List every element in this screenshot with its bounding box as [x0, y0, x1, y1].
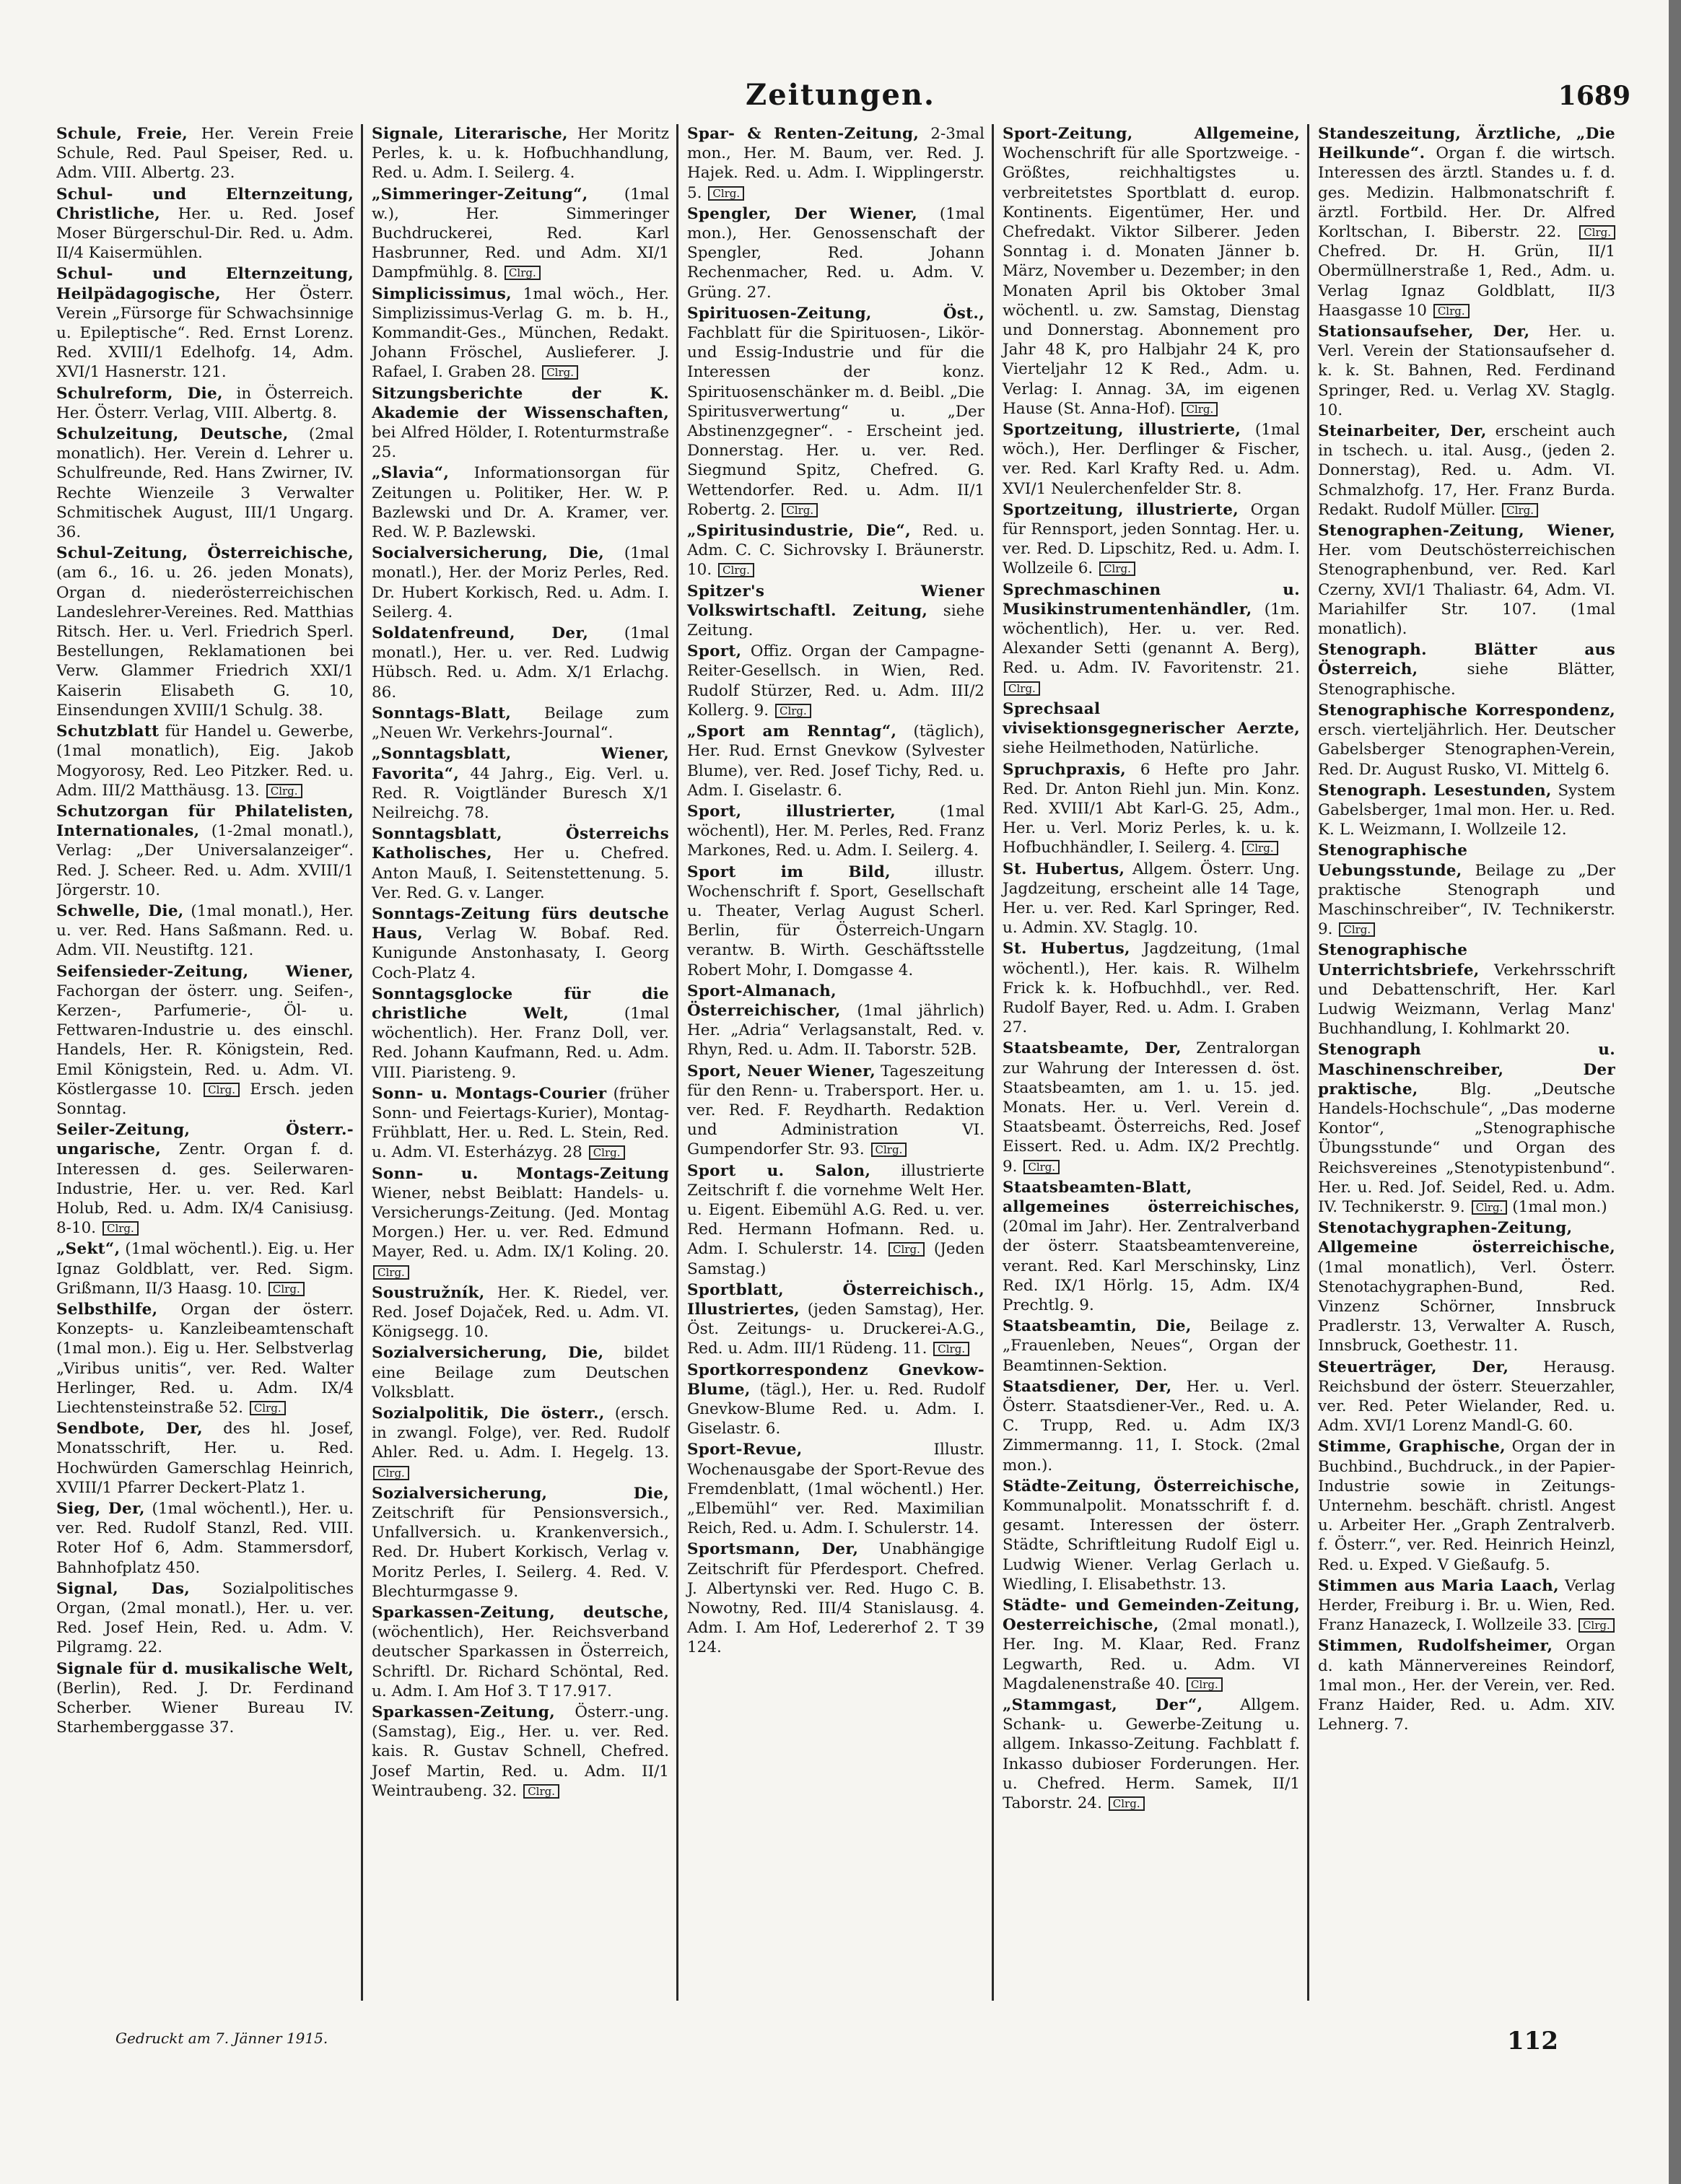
entry-headword: Schutzblatt — [56, 722, 160, 741]
entry-details: (1mal monatlich), Verl. Österr. Stenotachygraphen-Bund, Red. Vinzenz Schörner, Innsbruck Pradlerstr. 13, Verwalter A. Rusch, Innsbruck, Goethestr. 11. — [1318, 1258, 1615, 1355]
telephone-badge: Clrg. — [373, 1265, 409, 1280]
entry-headword: Sportkorrespondenz Gnevkow-Blume, — [687, 1360, 984, 1399]
entry-details-tail: (Jeden Samstag.) — [687, 1240, 984, 1278]
entry-headword: Sieg, Der, — [56, 1500, 145, 1519]
directory-entry — [56, 543, 354, 720]
telephone-badge: Clrg. — [1023, 1160, 1060, 1174]
directory-entry — [56, 424, 354, 542]
entry-details: Her u. Chefred. Anton Mauß, I. Seitenstettenung. 5. Ver. Red. G. v. Langer. — [372, 844, 669, 902]
entry-headword: Sparkassen-Zeitung, deutsche, — [372, 1604, 669, 1622]
entry-headword: Stenographen-Zeitung, Wiener, — [1318, 522, 1615, 541]
entry-details: 1mal wöch., Her. Simplizissimus-Verlag G. m. b. H., Kommandit-Ges., München, Redakt. Johann Fröschel, Auslieferer. J. Rafael, I. Graben 28. — [372, 284, 669, 382]
entry-headword: Sozialversicherung, Die, — [372, 1484, 669, 1503]
directory-entry — [56, 1419, 354, 1498]
entry-headword: Sprechsaal vivisektionsgegnerischer Aerzte, — [1003, 699, 1300, 738]
directory-entry — [56, 1120, 354, 1238]
directory-entry — [687, 1161, 984, 1279]
telephone-badge: Clrg. — [1502, 503, 1538, 517]
column-2 — [361, 124, 676, 2001]
entry-details: Verlag Herder, Freiburg i. Br. u. Wien, Red. Franz Hanazeck, I. Wollzeile 33. — [1318, 1576, 1615, 1635]
telephone-badge: Clrg. — [782, 503, 818, 517]
entry-headword: Städte-Zeitung, Österreichische, — [1003, 1477, 1300, 1495]
entry-details: (2mal monatl.), Her. Ing. M. Klaar, Red. Franz Legwarth, Red. u. Adm. VI Magdalenenstraße 40. — [1003, 1616, 1300, 1693]
directory-entry — [56, 1239, 354, 1298]
telephone-badge: Clrg. — [1242, 841, 1278, 855]
entry-headword: Stationsaufseher, Der, — [1318, 323, 1530, 341]
entry-details: siehe Zeitung. — [687, 601, 984, 640]
entry-headword: Sport, — [687, 642, 742, 661]
entry-details: bei Alfred Hölder, I. Rotenturmstraße 25. — [372, 424, 669, 462]
directory-entry — [687, 582, 984, 641]
directory-entry — [372, 824, 669, 903]
entry-details: (früher Sonn- und Feiertags-Kurier), Montag-Frühblatt, Her. u. Red. L. Stein, Red. u. Adm. VI. Esterházyg. 28 — [372, 1084, 669, 1162]
entry-headword: Sendbote, Der, — [56, 1420, 203, 1438]
entry-details: bildet eine Beilage zum Deutschen Volksblatt. — [372, 1344, 669, 1402]
entry-details: Illustr. Wochenausgabe der Sport-Revue des Fremdenblatt, (1mal wöchentl.) Her. „Elbemühl“ ver. Red. Maximilian Reich, Red. u. Adm. I. Schulerstr. 14. — [687, 1441, 984, 1538]
entry-headword: Seiler-Zeitung, Österr.-ungarische, — [56, 1121, 354, 1159]
directory-entry — [687, 304, 984, 520]
directory-entry — [1318, 1358, 1615, 1436]
entry-details: Wochenschrift für alle Sportzweige. -Größtes, reichhaltigstes u. verbreitetstes Sportblatt d. europ. Kontinents. Eigentümer, Her. und Chefredakt. Viktor Silberer. Jeden Sonntag i. d. Monaten Jänner b. März, November u. Dezember; in den Monaten April bis Oktober 3mal wöchentl. u. zw. Samstag, Dienstag und Donnerstag. Abonnement pro Jahr 48 K, pro Halbjahr 24 K, pro Vierteljahr 12 K Red., Adm. u. Verlag: I. Annag. 3A, im eigenen Hause (St. Anna-Hof). — [1003, 144, 1300, 418]
entry-details: (wöchentlich), Her. Reichsverband deutscher Sparkassen in Österreich, Schriftl. Dr. Richard Schöntal, Red. u. Adm. I. Am Hof 3. T 17.917. — [372, 1623, 669, 1700]
entry-headword: Sport im Bild, — [687, 862, 891, 881]
entry-details: Her Moritz Perles, k. u. k. Hofbuchhandlung, Red. u. Adm. I. Seilerg. 4. — [372, 125, 669, 183]
telephone-badge: Clrg. — [250, 1401, 286, 1415]
telephone-badge: Clrg. — [1579, 1618, 1615, 1633]
directory-entry — [1318, 421, 1615, 520]
directory-entry — [56, 1659, 354, 1738]
entry-headword: Sozialversicherung, Die, — [372, 1344, 604, 1363]
entry-details: Zentralorgan zur Wahrung der Interessen d. öst. Staatsbeamten, am 1. u. 15. jed. Monats. Her. u. Verl. Verein d. Staatsbeamt. Österreichs, Red. Josef Eissert. Red. u. Adm. IX/2 Prechtlg. 9. — [1003, 1039, 1300, 1176]
directory-entry — [56, 264, 354, 382]
column-3 — [676, 124, 992, 2001]
entry-details: (1mal monatl.), Her. u. ver. Red. Hans Saßmann. Red. u. Adm. VII. Neustiftg. 121. — [56, 901, 354, 960]
telephone-badge: Clrg. — [1579, 225, 1615, 240]
entry-details: Red. u. Adm. C. C. Sichrovsky I. Bräunerstr. 10. — [687, 522, 984, 580]
entry-details: (1mal wöchentlich). Her. Franz Doll, ver. Red. Johann Kaufmann, Red. u. Adm. VIII. Piaristeng. 9. — [372, 1004, 669, 1082]
entry-headword: „Stammgast, Der“, — [1003, 1696, 1203, 1715]
directory-entry — [1318, 1576, 1615, 1635]
telephone-badge: Clrg. — [1187, 1677, 1223, 1692]
directory-entry — [372, 284, 669, 383]
entry-headword: Stenographische Uebungsstunde, — [1318, 842, 1468, 880]
telephone-badge: Clrg. — [1339, 922, 1375, 937]
entry-details: Her Österr. Verein „Fürsorge für Schwachsinnige u. Epileptische“. Red. Ernst Lorenz. Red. XVIII/1 Edelhofg. 14, Adm. XVI/1 Hasnerstr. 121. — [56, 284, 354, 382]
entry-details: Unabhängige Zeitschrift für Pferdesport. Chefred. J. Albertynski ver. Red. Hugo C. B. Nowotny, Red. III/4 Stanislausg. 4. Adm. I. Am Hof, Ledererhof 2. T 39 124. — [687, 1540, 984, 1657]
entry-details: (tägl.), Her. u. Red. Rudolf Gnevkow-Blume Red. u. Adm. I. Giselastr. 6. — [687, 1380, 984, 1438]
entry-details: Her. vom Deutschösterreichischen Stenographenbund, ver. Red. Karl Czerny, XVI/1 Thaliastr. 64, Adm. VI. Mariahilfer Str. 107. (1mal monatlich). — [1318, 541, 1615, 639]
directory-entry — [687, 1360, 984, 1439]
entry-details: System Gabelsberger, 1mal mon. Her. u. Red. K. L. Weizmann, I. Wollzeile 12. — [1318, 781, 1615, 839]
directory-entry — [56, 802, 354, 900]
column-1 — [56, 124, 361, 2001]
directory-entry — [372, 463, 669, 542]
column-5 — [1307, 124, 1623, 2001]
entry-details-tail: Chefred. Dr. H. Grün, II/1 Obermüllnerstraße 1, Red., Adm. u. Verlag Ignaz Goldblatt, II/3 Haasgasse 10 — [1318, 243, 1615, 320]
directory-entry — [1003, 1316, 1300, 1376]
directory-entry — [56, 1300, 354, 1418]
entry-headword: Stenographische Korrespondenz, — [1318, 701, 1615, 720]
entry-details: (1mal wöchentl.), Her. u. ver. Red. Rudolf Stanzl, Red. VIII. Roter Hof 6, Adm. Stammersdorf, Bahnhofplatz 450. — [56, 1500, 354, 1577]
entry-headword: Seifensieder-Zeitung, Wiener, — [56, 962, 354, 981]
telephone-badge: Clrg. — [933, 1342, 969, 1356]
entry-headword: Sonntags-Zeitung fürs deutsche Haus, — [372, 904, 669, 943]
entry-details: Sozialpolitisches Organ, (2mal monatl.), Her. u. ver. Red. Josef Hein, Red. u. Adm. V. Pilgramg. 22. — [56, 1579, 354, 1657]
directory-entry — [56, 1499, 354, 1578]
entry-headword: Sonn- u. Montags-Courier — [372, 1084, 607, 1103]
entry-headword: Signale, Literarische, — [372, 125, 568, 143]
directory-entry — [372, 1703, 669, 1801]
entry-details: Organ f. die wirtsch. Interessen des ärztl. Standes u. f. d. ges. Medizin. Halbmonatschrift f. ärztl. Fortbild. Her. Dr. Alfred Korltschan, I. Biberstr. 22. — [1318, 144, 1615, 242]
entry-headword: Stimme, Graphische, — [1318, 1438, 1506, 1456]
entry-details: Beilage zum „Neuen Wr. Verkehrs-Journal“. — [372, 704, 669, 743]
entry-headword: Spar- & Renten-Zeitung, — [687, 125, 920, 143]
entry-details: erscheint auch in tschech. u. ital. Ausg., (jeden 2. Donnerstag), Red. u. Adm. VI. Schmalzhofg. 17, Her. Franz Burda. Redakt. Rudolf Müller. — [1318, 422, 1615, 519]
telephone-badge: Clrg. — [523, 1784, 559, 1799]
entry-headword: Soldatenfreund, Der, — [372, 624, 589, 643]
telephone-badge: Clrg. — [871, 1143, 907, 1157]
directory-entry — [372, 1404, 669, 1482]
entry-headword: Stenotachygraphen-Zeitung, Allgemeine österreichische, — [1318, 1219, 1615, 1257]
directory-entry — [372, 1084, 669, 1163]
entry-details: Beilage z. „Frauenleben, Neues“, Organ der Beamtinnen-Sektion. — [1003, 1317, 1300, 1375]
telephone-badge: Clrg. — [1004, 681, 1040, 696]
telephone-badge: Clrg. — [775, 704, 811, 718]
entry-headword: Sportsmann, Der, — [687, 1540, 859, 1559]
telephone-badge: Clrg. — [1182, 402, 1218, 416]
directory-entry — [1318, 1437, 1615, 1574]
telephone-badge: Clrg. — [204, 1083, 240, 1097]
directory-entry — [1003, 760, 1300, 858]
entry-details: (ersch. in zwangl. Folge), ver. Red. Rudolf Ahler. Red. u. Adm. I. Hegelg. 13. — [372, 1405, 669, 1462]
entry-details: (1mal wöch.), Her. Derflinger & Fischer, ver. Red. Karl Krafty Red. u. Adm. XVI/1 Neulerchenfelder Str. 8. — [1003, 421, 1301, 498]
directory-entry — [687, 521, 984, 580]
entry-headword: Sport, Neuer Wiener, — [687, 1062, 876, 1080]
entry-headword: Sonntagsblatt, Österreichs Katholisches, — [372, 825, 669, 863]
entry-details: Organ der österr. Konzepts- u. Kanzleibeamtenschaft (1mal mon.). Eig u. Her. Selbstverlag „Viribus unitis“, ver. Red. Walter Herlinger, Red. u. Adm. IX/4 Liechtensteinstraße 52. — [56, 1300, 354, 1417]
entry-details: (1mal wöchentl), Her. M. Perles, Red. Franz Markones, Red. u. Adm. I. Seilerg. 4. — [687, 802, 984, 860]
directory-entry — [56, 185, 354, 263]
entry-details: Wiener, nebst Beiblatt: Handels- u. Versicherungs-Zeitung. (Jed. Montag Morgen.) Her. u. ver. Red. Edmund Mayer, Red. u. Adm. IX/1 Koling. 20. — [372, 1184, 669, 1262]
entry-details: (1-2mal monatl.), Verlag: „Der Universalanzeiger“. Red. J. Scheer. Red. u. Adm. XVIII/1 Jörgerstr. 10. — [56, 822, 354, 899]
directory-entry — [1318, 124, 1615, 320]
entry-details: (täglich), Her. Rud. Ernst Gnevkow (Sylvester Blume), ver. Red. Josef Tichy, Red. u. Adm. I. Giselastr. 6. — [687, 722, 985, 800]
entry-details: Jagdzeitung, (1mal wöchentl.), Her. kais. R. Wilhelm Frick k. k. Hofbuchhdl., ver. Red. Rudolf Bayer, Red. u. Adm. I. Graben 27. — [1003, 940, 1300, 1037]
entry-headword: Staatsbeamtin, Die, — [1003, 1317, 1192, 1336]
entry-details: illustr. Wochenschrift f. Sport, Gesellschaft u. Theater, Verlag August Scherl. Berlin, für Österreich-Ungarn verantw. B. Wirth. Geschäftsstelle Robert Mohr, I. Domgasse 4. — [687, 862, 984, 979]
print-date: Gedruckt am 7. Jänner 1915. — [115, 2030, 328, 2047]
directory-entry — [372, 904, 669, 983]
entry-headword: Schutzorgan für Philatelisten, Internationales, — [56, 802, 354, 841]
entry-details: (2mal monatlich). Her. Verein d. Lehrer u. Schulfreunde, Red. Hans Zwirner, IV. Rechte Wienzeile 3 Verwalter Schmitischek August, III/1 Ungarg. 36. — [56, 425, 354, 542]
entry-details: (jeden Samstag), Her. Öst. Zeitungs- u. Druckerei-A.G., Red. u. Adm. III/1 Rüdeng. 11. — [687, 1300, 984, 1358]
directory-entry — [56, 901, 354, 961]
entry-details: Her. u. Verl. Verein der Stationsaufseher d. k. k. St. Bahnen, Red. Ferdinand Springer, Red. u. Verlag XV. Staglg. 10. — [1318, 323, 1615, 419]
entry-headword: „Sekt“, — [56, 1240, 121, 1259]
entry-details: Fachorgan der österr. ung. Seifen-, Kerzen-, Parfumerie-, Öl- u. Fettwaren-Industrie u. des einschl. Handels, Her. R. Königstein, Red. Emil Königstein, Red. u. Adm. VI. Köstlergasse 10. — [56, 982, 354, 1098]
entry-details: Fachblatt für die Spirituosen-, Likör- und Essig-Industrie und für die Interessen der konz. Spirituosenschänker m. d. Beibl. „Die Spiritusverwertung“ u. „Der Abstinenzgegner“. - Erscheint jed. Donnerstag. Her. u. ver. Red. Siegmund Spitz, Chefred. G. Wettendorfer. Red. u. Adm. II/1 Robertg. 2. — [687, 324, 984, 519]
entry-headword: Staatsdiener, Der, — [1003, 1377, 1172, 1396]
entry-details: ersch. vierteljährlich. Her. Deutscher Gabelsberger Stenographen-Verein, Red. Dr. August Rusko, VI. Mittelg 6. — [1318, 721, 1615, 779]
entry-headword: „Spiritusindustrie, Die“, — [687, 522, 911, 541]
entry-details: 6 Hefte pro Jahr. Red. Dr. Anton Riehl jun. Min. Konz. Red. XVIII/1 Abt Karl-G. 25, Adm., Her. u. Verl. Moriz Perles, k. u. k. Hofbuchhändler, I. Seilerg. 4. — [1003, 760, 1300, 857]
entry-headword: Schul- und Elternzeitung, Christliche, — [56, 185, 354, 223]
directory-entry — [687, 862, 984, 980]
directory-entry — [1003, 699, 1300, 759]
entry-headword: „Simmeringer-Zeitung“, — [372, 185, 588, 204]
entry-headword: Signal, Das, — [56, 1579, 191, 1598]
entry-headword: Selbsthilfe, — [56, 1300, 158, 1319]
entry-headword: „Slavia“, — [372, 464, 450, 483]
directory-entry — [687, 642, 984, 720]
directory-entry — [1318, 322, 1615, 420]
entry-details: (1mal mon.), Her. Genossenschaft der Spengler, Red. Johann Rechenmacher, Red. u. Adm. V. Grüng. 27. — [687, 204, 985, 302]
directory-entry — [1318, 701, 1615, 779]
entry-headword: Schwelle, Die, — [56, 901, 184, 920]
entry-headword: St. Hubertus, — [1003, 940, 1130, 958]
entry-headword: Sportzeitung, illustrierte, — [1003, 500, 1239, 519]
directory-entry — [372, 1283, 669, 1342]
directory-entry — [56, 124, 354, 183]
directory-entry — [687, 1062, 984, 1160]
entry-headword: Stenograph. Blätter aus Österreich, — [1318, 641, 1615, 679]
entry-details: Organ für Rennsport, jeden Sonntag. Her. u. ver. Red. D. Lipschitz, Red. u. Adm. I. Wollzeile 6. — [1003, 500, 1301, 578]
directory-entry — [372, 984, 669, 1083]
telephone-badge: Clrg. — [718, 563, 754, 577]
entry-details: Allgem. Schank- u. Gewerbe-Zeitung u. allgem. Inkasso-Zeitung. Fachblatt f. Inkasso dubioser Forderungen. Her. u. Chefred. Herm. Samek, II/1 Taborstr. 24. — [1003, 1696, 1300, 1813]
entry-details: Herausg. Reichsbund der österr. Steuerzahler, ver. Red. Peter Wielander, Red. u. Adm. XVI/1 Lorenz Mandl-G. 60. — [1318, 1358, 1615, 1436]
entry-headword: Spitzer's Wiener Volkswirtschaftl. Zeitung, — [687, 582, 984, 620]
entry-details: 44 Jahrg., Eig. Verl. u. Red. R. Voigtländer Buresch X/1 Neilreichg. 78. — [372, 764, 669, 822]
directory-entry — [1318, 841, 1615, 939]
entry-details: in Österreich. Her. Österr. Verlag, VIII. Albertg. 8. — [56, 384, 354, 422]
entry-details: Zentr. Organ f. d. Interessen d. ges. Seilerwaren-Industrie, Her. u. ver. Red. Karl Holub, Red. u. Adm. IX/4 Canisiusg. 8-10. — [56, 1140, 354, 1238]
entry-headword: Soustružník, — [372, 1283, 485, 1302]
entry-headword: Stenograph u. Maschinenschreiber, Der praktische, — [1318, 1041, 1615, 1098]
entry-headword: Schul-Zeitung, Österreichische, — [56, 544, 354, 563]
entry-details: Beilage zu „Der praktische Stenograph und Maschinschreiber“, IV. Technikerstr. 9. — [1318, 861, 1615, 939]
entry-headword: Spirituosen-Zeitung, Öst., — [687, 304, 984, 323]
entry-details: Blg. „Deutsche Handels-Hochschule“, „Das moderne Kontor“, „Stenographische Übungsstunde“ und Organ des Reichsvereines „Stenotypistenbund“. Her. u. Red. Jof. Seidel, Red. u. Adm. IV. Technikerstr. 9. — [1318, 1080, 1615, 1216]
directory-entry — [1318, 1636, 1615, 1734]
entry-headword: Socialversicherung, Die, — [372, 544, 605, 563]
directory-entry — [687, 124, 984, 203]
telephone-badge: Clrg. — [102, 1221, 139, 1236]
entry-headword: Steinarbeiter, Der, — [1318, 422, 1487, 441]
entry-details: Tageszeitung für den Renn- u. Trabersport. Her. u. ver. Red. F. Reydharth. Redaktion und Administration VI. Gumpendorfer Str. 93. — [687, 1062, 984, 1159]
entry-headword: Sport-Revue, — [687, 1441, 803, 1459]
telephone-badge: Clrg. — [266, 784, 302, 798]
entry-details: (1mal monatl.), Her. u. ver. Red. Ludwig Hübsch. Red. u. Adm. X/1 Erlachg. 86. — [372, 624, 669, 702]
telephone-badge: Clrg. — [1099, 562, 1135, 576]
telephone-badge: Clrg. — [542, 365, 578, 380]
directory-columns — [56, 124, 1623, 2001]
entry-headword: Schulzeitung, Deutsche, — [56, 425, 289, 444]
entry-details: Her. K. Riedel, ver. Red. Josef Dojaček, Red. u. Adm. VI. Königsegg. 10. — [372, 1283, 669, 1342]
entry-details: Organ der in Buchbind., Buchdruck., in der Papier-Industrie sowie in Zeitungs-Unternehm. beschäft. christl. Angest u. Arbeiter Her. „Graph Zentralverb. f. Österr.“, ver. Red. Heinrich Heinzl, Red. u. Exped. V Gießaufg. 5. — [1318, 1438, 1615, 1574]
directory-entry — [372, 124, 669, 183]
directory-entry — [687, 722, 984, 800]
entry-headword: „Sonntagsblatt, Wiener, Favorita“, — [372, 745, 669, 783]
entry-details: (1mal monatl.), Her. der Moriz Perles, Red. Dr. Hubert Korkisch, Red. u. Adm. I. Seilerg. 4. — [372, 544, 669, 621]
directory-entry — [372, 624, 669, 702]
entry-details: Zeitschrift für Pensionsversich., Unfallversich. u. Krankenversich., Red. Dr. Hubert Korkisch, Verlag v. Moritz Perles, I. Seilerg. 4. Red. V. Blechturmgasse 9. — [372, 1504, 669, 1601]
directory-entry — [372, 1164, 669, 1282]
directory-entry — [372, 1484, 669, 1602]
entry-headword: Städte- und Gemeinden-Zeitung, Oesterreichische, — [1003, 1596, 1300, 1635]
entry-details: (Berlin), Red. J. Dr. Ferdinand Scherber. Wiener Bureau IV. Starhemberggasse 37. — [56, 1679, 354, 1737]
directory-entry — [1318, 1040, 1615, 1217]
directory-entry — [1003, 939, 1300, 1037]
entry-details: (1m. wöchentlich), Her. u. ver. Red. Alexander Setti (genannt A. Berg), Red. u. Adm. IV. Favoritenstr. 21. — [1003, 600, 1300, 678]
entry-headword: Sportblatt, Österreichisch., Illustriertes, — [687, 1280, 984, 1319]
telephone-badge: Clrg. — [1472, 1200, 1508, 1215]
directory-entry — [1003, 500, 1300, 579]
entry-headword: Staatsbeamte, Der, — [1003, 1039, 1182, 1058]
entry-headword: „Sport am Renntag“, — [687, 722, 897, 741]
directory-entry — [1003, 1039, 1300, 1176]
telephone-badge: Clrg. — [268, 1282, 305, 1296]
directory-entry — [56, 384, 354, 423]
entry-details: des hl. Josef, Monatsschrift, Her. u. Red. Hochwürden Gamerschlag Heinrich, XVIII/1 Pfarrer Deckert-Platz 1. — [56, 1420, 354, 1497]
entry-details: Informationsorgan für Zeitungen u. Politiker, Her. W. P. Bazlewski und Dr. A. Kramer, ver. Red. W. P. Bazlewski. — [372, 464, 669, 542]
entry-headword: Stenographische Unterrichtsbriefe, — [1318, 941, 1480, 979]
entry-headword: Stimmen aus Maria Laach, — [1318, 1576, 1559, 1595]
directory-entry — [1003, 1477, 1300, 1594]
directory-entry — [372, 384, 669, 463]
telephone-badge: Clrg. — [1433, 304, 1470, 318]
entry-details: Österr.-ung. (Samstag), Eig., Her. u. ver. Red. kais. R. Gustav Schnell, Chefred. Josef Martin, Red. u. Adm. II/1 Weintraubeng. 32. — [372, 1703, 669, 1800]
entry-headword: Sprechmaschinen u. Musikinstrumentenhändler, — [1003, 580, 1300, 619]
entry-headword: Spruchpraxis, — [1003, 760, 1127, 779]
directory-entry — [687, 802, 984, 861]
entry-details: Her. u. Verl. Österr. Staatsdiener-Ver., Red. u. A. C. Trupp, Red. u. Adm IX/3 Zimmermanng. 11, I. Stock. (2mal mon.). — [1003, 1377, 1300, 1475]
entry-headword: Stimmen, Rudolfsheimer, — [1318, 1637, 1553, 1656]
entry-headword: Spengler, Der Wiener, — [687, 204, 918, 223]
entry-details: Allgem. Österr. Ung. Jagdzeitung, erscheint alle 14 Tage, Her. u. ver. Red. Karl Springer, Red. u. Admin. XV. Staglg. 10. — [1003, 860, 1300, 938]
entry-details: (1mal jährlich) Her. „Adria“ Verlagsanstalt, Red. v. Rhyn, Red. u. Adm. II. Taborstr. 52B. — [687, 1001, 984, 1060]
directory-entry — [687, 204, 984, 302]
entry-details: (20mal im Jahr). Her. Zentralverband der österr. Staatsbeamtenvereine, verant. Red. Karl Merschinsky, Linz Red. IX/1 Hörlg. 15, Adm. IX/4 Prechtlg. 9. — [1003, 1218, 1300, 1314]
entry-details: Her. u. Red. Josef Moser Bürgerschul-Dir. Red. u. Adm. II/4 Kaisermühlen. — [56, 204, 354, 263]
directory-entry — [1318, 640, 1615, 699]
page-title: Zeitungen. — [746, 78, 935, 112]
entry-details: 2-3mal mon., Her. M. Baum, ver. Red. J. Hajek. Red. u. Adm. I. Wipplingerstr. 5. — [687, 125, 984, 202]
directory-entry — [56, 1579, 354, 1658]
entry-details: siehe Blätter, Stenographische. — [1318, 660, 1615, 699]
directory-entry — [1003, 580, 1300, 698]
directory-entry — [1003, 124, 1300, 419]
entry-details-tail: (1mal mon.) — [1507, 1197, 1607, 1216]
entry-details: Kommunalpolit. Monatsschrift f. d. gesamt. Interessen der österr. Städte, Schriftleitung Rudolf Eigl u. Ludwig Wiener. Verlag Gerlach u. Wiedling, I. Elisabethstr. 13. — [1003, 1497, 1300, 1594]
entry-details: (am 6., 16. u. 26. jeden Monats), Organ d. niederösterreichischen Landeslehrer-Vereines. Red. Matthias Ritsch. Her. u. Verl. Friedrich Sperl. Bestellungen, Reklamationen bei Verw. Glammer Friedrich XXI/1 Kaiserin Elisabeth G. 10, Einsendungen XVIII/1 Schulg. 38. — [56, 564, 354, 720]
entry-headword: Schul- und Elternzeitung, Heilpädagogische, — [56, 265, 354, 303]
directory-entry — [687, 1280, 984, 1359]
entry-details: Verkehrsschrift und Debattenschrift, Her. Karl Ludwig Weizmann, Verlag Manz' Buchhandlung, I. Kohlmarkt 20. — [1318, 961, 1615, 1039]
directory-entry — [372, 704, 669, 743]
entry-headword: Signale für d. musikalische Welt, — [56, 1659, 354, 1678]
directory-entry — [372, 1603, 669, 1701]
telephone-badge: Clrg. — [888, 1242, 925, 1257]
directory-entry — [1318, 940, 1615, 1039]
directory-entry — [372, 543, 669, 622]
entry-headword: Stenograph. Lesestunden, — [1318, 781, 1552, 800]
entry-headword: Sitzungsberichte der K. Akademie der Wissenschaften, — [372, 384, 669, 422]
entry-details: Her. Verein Freie Schule, Red. Paul Speiser, Red. u. Adm. VIII. Albertg. 23. — [56, 125, 354, 183]
entry-details: Verlag W. Bobaf. Red. Kunigunde Anstonhasaty, I. Georg Coch-Platz 4. — [372, 925, 669, 982]
entry-details: für Handel u. Gewerbe, (1mal monatlich), Eig. Jakob Mogyorosy, Red. Leo Pitzker. Red. u. Adm. III/2 Matthäusg. 13. — [56, 722, 354, 800]
entry-headword: Sonntagsglocke für die christliche Welt, — [372, 984, 669, 1023]
entry-headword: Schulreform, Die, — [56, 384, 223, 403]
directory-entry — [1003, 1377, 1300, 1475]
directory-entry — [1003, 1178, 1300, 1315]
entry-headword: Sport u. Salon, — [687, 1161, 871, 1180]
entry-headword: Simplicissimus, — [372, 284, 512, 303]
directory-entry — [687, 1440, 984, 1538]
directory-entry — [372, 185, 669, 283]
entry-headword: Sonntags-Blatt, — [372, 704, 512, 722]
directory-entry — [56, 722, 354, 800]
entry-details: Offiz. Organ der Campagne-Reiter-Gesellsch. in Wien, Red. Rudolf Stürzer, Red. u. Adm. III/2 Kollerg. 9. — [687, 642, 984, 720]
directory-entry — [687, 1539, 984, 1657]
entry-headword: Schule, Freie, — [56, 125, 188, 143]
directory-entry — [1003, 1596, 1300, 1694]
entry-details: illustrierte Zeitschrift f. die vornehme Welt Her. u. Eigent. Eibemühl A.G. Red. u. ver. Red. Hermann Hofmann. Red. u. Adm. I. Schulerstr. 14. — [687, 1161, 984, 1259]
entry-headword: Sport-Zeitung, Allgemeine, — [1003, 125, 1300, 143]
directory-entry — [1003, 420, 1300, 499]
directory-entry — [372, 744, 669, 823]
telephone-badge: Clrg. — [373, 1466, 409, 1480]
page-edge-shadow — [1669, 0, 1681, 2184]
telephone-badge: Clrg. — [1109, 1796, 1145, 1811]
entry-headword: Sozialpolitik, Die österr., — [372, 1405, 605, 1423]
entry-headword: Sport, illustrierter, — [687, 802, 896, 821]
directory-entry — [372, 1343, 669, 1402]
directory-entry — [1003, 860, 1300, 938]
entry-headword: Sportzeitung, illustrierte, — [1003, 421, 1241, 440]
entry-details: (1mal w.), Her. Simmeringer Buchdruckerei, Red. Karl Hasbrunner, Red. und Adm. XI/1 Dampfmühlg. 8. — [372, 185, 669, 282]
telephone-badge: Clrg. — [505, 266, 541, 280]
sheet-number: 112 — [1507, 2027, 1558, 2056]
entry-details: Organ d. kath Männervereines Reindorf, 1mal mon., Her. der Verein, ver. Red. Franz Haider, Red. u. Adm. XIV. Lehnerg. 7. — [1318, 1637, 1615, 1734]
telephone-badge: Clrg. — [589, 1145, 625, 1160]
entry-details-tail: Ersch. jeden Sonntag. — [56, 1080, 354, 1118]
directory-entry — [1003, 1695, 1300, 1813]
directory-entry — [56, 962, 354, 1119]
entry-headword: Standeszeitung, Ärztliche, „Die Heilkunde“. — [1318, 125, 1615, 163]
directory-entry — [1318, 1218, 1615, 1355]
entry-headword: Sparkassen-Zeitung, — [372, 1703, 556, 1722]
telephone-badge: Clrg. — [708, 186, 744, 201]
entry-details: siehe Heilmethoden, Natürliche. — [1003, 739, 1259, 758]
entry-headword: Sport-Almanach, Österreichischer, — [687, 982, 841, 1020]
entry-headword: Sonn- u. Montags-Zeitung — [372, 1164, 669, 1183]
column-4 — [992, 124, 1307, 2001]
entry-details: (1mal wöchentl.). Eig. u. Her Ignaz Goldblatt, ver. Red. Sigm. Grißmann, II/3 Haasg. 10. — [56, 1240, 354, 1298]
entry-headword: Staatsbeamten-Blatt, allgemeines österreichisches, — [1003, 1178, 1300, 1216]
page-number: 1689 — [1558, 81, 1630, 111]
directory-entry — [1318, 781, 1615, 840]
entry-headword: Steuerträger, Der, — [1318, 1358, 1509, 1376]
entry-headword: St. Hubertus, — [1003, 860, 1125, 878]
directory-entry — [1318, 521, 1615, 639]
directory-entry — [687, 982, 984, 1060]
